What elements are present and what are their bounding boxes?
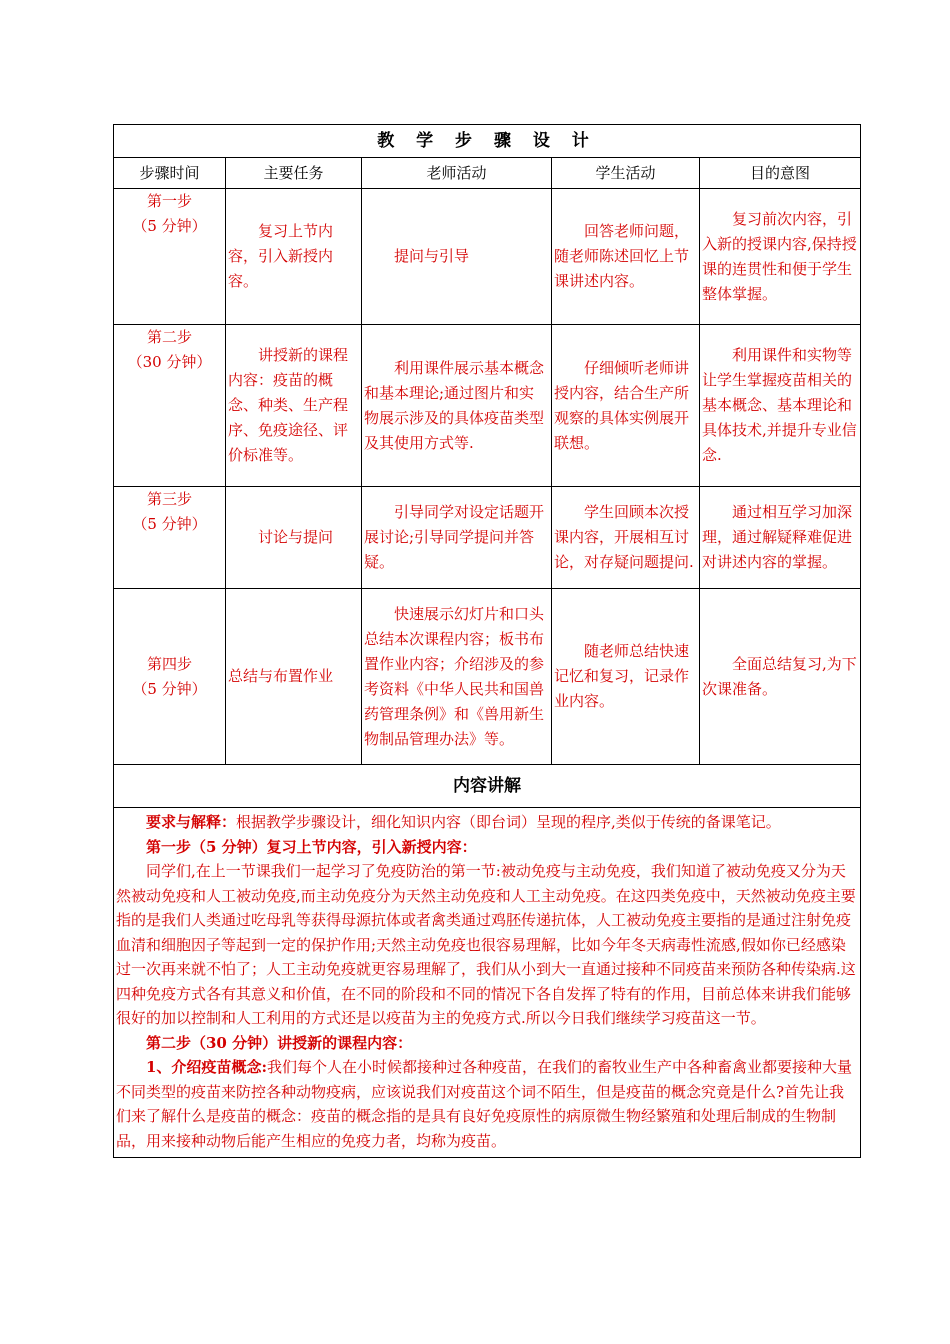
task-cell: 讨论与提问 [226,487,362,589]
student-cell: 随老师总结快速记忆和复习，记录作业内容。 [552,589,700,765]
step-label: 第四步 [146,654,192,673]
lesson-plan-table [113,124,861,1158]
teacher-cell: 快速展示幻灯片和口头总结本次课程内容；板书布置作业内容；介绍涉及的参考资料《中华人民共和国兽药管理条例》和《兽用新生物制品管理办法》等。 [362,589,552,765]
purpose-cell: 通过相互学习加深理，通过解疑释难促进对讲述内容的掌握。 [700,487,861,589]
task-cell: 讲授新的课程内容：疫苗的概念、种类、生产程序、免疫途径、评价标准等。 [226,325,362,487]
task-cell: 复习上节内容，引入新授内容。 [226,189,362,325]
task-cell: 总结与布置作业 [226,589,362,765]
content-body [114,808,861,1158]
step1-heading: 第一步（5 分钟）复习上节内容，引入新授内容： [146,837,477,856]
requirement-text: 根据教学步骤设计，细化知识内容（即台词）呈现的程序,类似于传统的备课笔记。 [236,813,781,831]
table-row [114,325,861,487]
header-teacher-activity: 老师活动 [362,158,552,189]
point1-paragraph [116,1055,858,1153]
point1-label: 1、介绍疫苗概念: [146,1058,267,1076]
header-row [114,158,861,189]
requirement-label: 要求与解释： [146,813,237,831]
student-cell: 回答老师问题，随老师陈述回忆上节课讲述内容。 [552,189,700,325]
step-cell [114,589,226,765]
step-cell [114,487,226,589]
step-cell [114,189,226,325]
step-time: （5 分钟） [132,679,207,698]
purpose-cell: 复习前次内容，引入新的授课内容,保持授课的连贯性和便于学生整体掌握。 [700,189,861,325]
teacher-cell: 提问与引导 [362,189,552,325]
header-step-time: 步骤时间 [114,158,226,189]
header-main-task: 主要任务 [226,158,362,189]
step-time: （5 分钟） [132,515,207,533]
requirement-paragraph [116,810,858,835]
student-cell: 学生回顾本次授课内容，开展相互讨论，对存疑问题提问. [552,487,700,589]
purpose-cell: 全面总结复习,为下次课准备。 [700,589,861,765]
step-cell [114,325,226,487]
table-title: 教 学 步 骤 设 计 [114,125,861,158]
step-time: （30 分钟） [127,353,212,371]
content-section-title: 内容讲解 [114,765,861,808]
header-purpose: 目的意图 [700,158,861,189]
teacher-cell: 引导同学对设定话题开展讨论;引导同学提问并答疑。 [362,487,552,589]
table-row [114,189,861,325]
step-time: （5 分钟） [132,217,207,235]
step-label: 第一步 [146,192,192,210]
step-label: 第二步 [146,328,192,346]
step-label: 第三步 [146,490,192,508]
header-student-activity: 学生活动 [552,158,700,189]
student-cell: 仔细倾听老师讲授内容，结合生产所观察的具体实例展开联想。 [552,325,700,487]
purpose-cell: 利用课件和实物等让学生掌握疫苗相关的基本概念、基本理论和具体技术,并提升专业信念. [700,325,861,487]
step2-heading: 第二步（30 分钟）讲授新的课程内容： [146,1033,413,1052]
point1-text: 我们每个人在小时候都接种过各种疫苗，在我们的畜牧业生产中各种畜禽业都要接种大量不同类型的疫苗来防控各种动物疫病，应该说我们对疫苗这个词不陌生，但是疫苗的概念究竟是什么?首先让我们来了解什么是疫苗的概念：疫苗的概念指的是具有良好免疫原性的病原微生物经繁殖和处理后制成的生物制品，用来接种动物后能产生相应的免疫力者，均称为疫苗。 [116,1058,852,1150]
step1-paragraph: 同学们,在上一节课我们一起学习了免疫防治的第一节:被动免疫与主动免疫，我们知道了被动免疫又分为天然被动免疫和人工被动免疫,而主动免疫分为天然主动免疫和人工主动免疫。在这四类免疫中，天然被动免疫主要指的是我们人类通过吃母乳等获得母源抗体或者禽类通过鸡胚传递抗体，人工被动免疫主要指的是通过注射免疫血清和细胞因子等起到一定的保护作用;天然主动免疫也很容易理解，比如今年冬天病毒性流感,假如你已经感染过一次再来就不怕了；人工主动免疫就更容易理解了，我们从小到大一直通过接种不同疫苗来预防各种传染病.这四种免疫方式各有其意义和价值，在不同的阶段和不同的情况下各自发挥了特有的作用，目前总体来讲我们能够很好的加以控制和人工利用的方式还是以疫苗为主的免疫方式.所以今日我们继续学习疫苗这一节。 [116,862,856,1027]
lesson-plan-page [113,124,860,1158]
table-row [114,487,861,589]
teacher-cell: 利用课件展示基本概念和基本理论;通过图片和实物展示涉及的具体疫苗类型及其使用方式等. [362,325,552,487]
table-row [114,589,861,765]
